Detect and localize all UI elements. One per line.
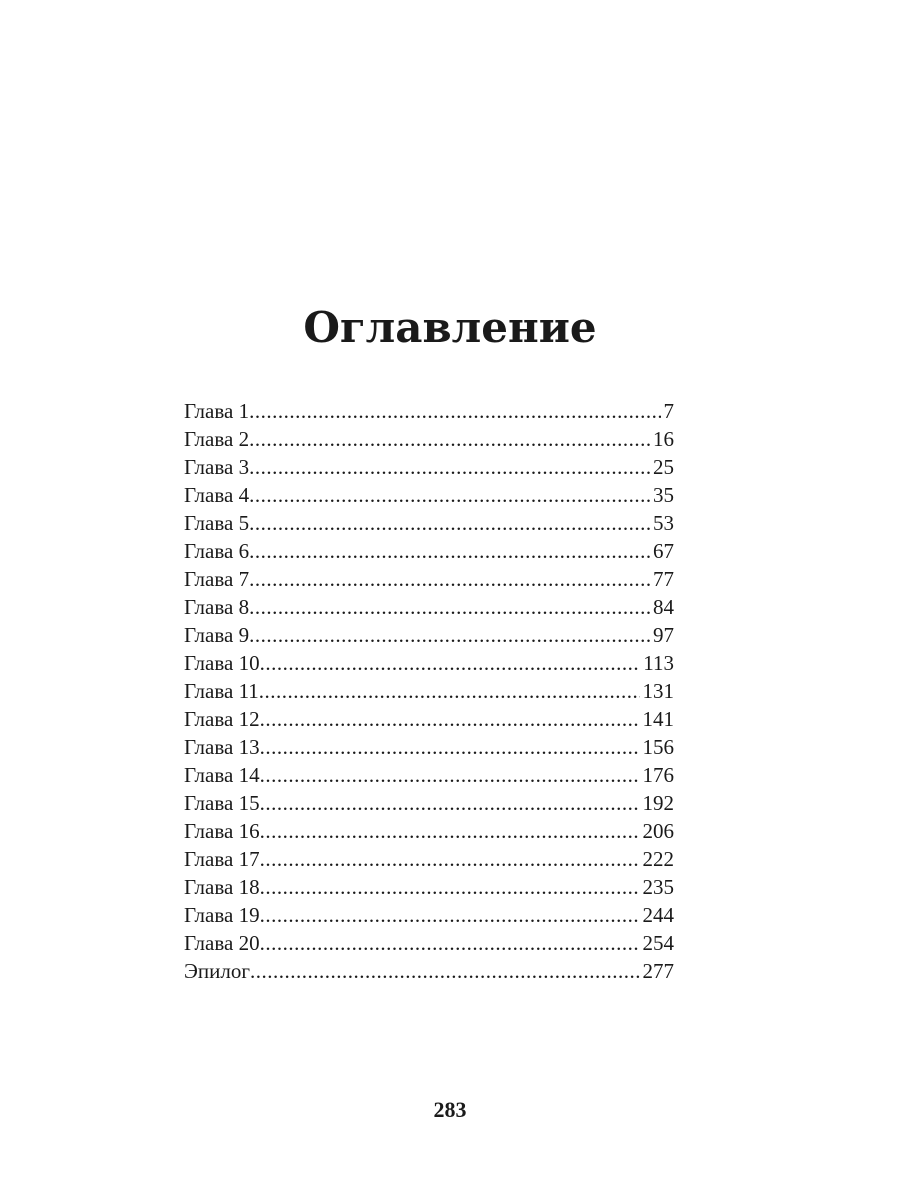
toc-dot-leader [260, 649, 641, 677]
toc-entry-label: Глава 10 [184, 651, 260, 675]
toc-entry-page: 67 [653, 539, 674, 563]
toc-entry [184, 621, 674, 649]
toc-entry-label: Глава 5 [184, 511, 250, 535]
toc-entry [184, 845, 674, 873]
toc-entry-page: 53 [653, 511, 674, 535]
toc-entry [184, 817, 674, 845]
toc-dot-leader [249, 453, 650, 481]
table-of-contents [184, 397, 674, 985]
toc-entry [184, 593, 674, 621]
toc-entry [184, 873, 674, 901]
toc-dot-leader [260, 929, 640, 957]
toc-entry-label: Глава 9 [184, 623, 250, 647]
toc-entry-page: 131 [642, 679, 674, 703]
toc-entry [184, 425, 674, 453]
toc-entry-label: Глава 8 [184, 595, 250, 619]
toc-entry-page: 113 [643, 651, 674, 675]
toc-entry [184, 509, 674, 537]
toc-entry-page: 77 [653, 567, 674, 591]
toc-entry [184, 537, 674, 565]
toc-dot-leader [260, 733, 640, 761]
toc-entry-page: 235 [642, 875, 674, 899]
toc-dot-leader [249, 621, 650, 649]
toc-entry-label: Глава 15 [184, 791, 260, 815]
toc-entry [184, 761, 674, 789]
toc-entry [184, 481, 674, 509]
toc-entry-page: 84 [653, 595, 674, 619]
toc-entry-label: Глава 3 [184, 455, 250, 479]
toc-entry-label: Глава 2 [184, 427, 250, 451]
toc-dot-leader [260, 705, 640, 733]
toc-dot-leader [260, 817, 640, 845]
toc-entry [184, 649, 674, 677]
toc-dot-leader [250, 957, 640, 985]
toc-entry [184, 789, 674, 817]
toc-dot-leader [260, 901, 640, 929]
toc-entry-label: Глава 18 [184, 875, 260, 899]
toc-entry [184, 705, 674, 733]
toc-entry-page: 25 [653, 455, 674, 479]
toc-entry-page: 141 [642, 707, 674, 731]
toc-dot-leader [259, 677, 640, 705]
toc-entry-label: Глава 1 [184, 399, 250, 423]
toc-dot-leader [249, 425, 650, 453]
toc-entry [184, 677, 674, 705]
toc-entry [184, 929, 674, 957]
toc-entry-page: 176 [642, 763, 674, 787]
toc-entry-page: 97 [653, 623, 674, 647]
toc-entry-label: Глава 6 [184, 539, 250, 563]
toc-dot-leader [249, 397, 660, 425]
toc-entry-label: Глава 11 [184, 679, 259, 703]
toc-dot-leader [249, 537, 650, 565]
toc-dot-leader [260, 789, 640, 817]
toc-entry-label: Глава 19 [184, 903, 260, 927]
toc-entry [184, 453, 674, 481]
toc-entry-label: Глава 12 [184, 707, 260, 731]
toc-dot-leader [260, 873, 640, 901]
toc-entry-label: Глава 13 [184, 735, 260, 759]
toc-entry-page: 35 [653, 483, 674, 507]
page-title: Оглавление [303, 303, 597, 352]
toc-entry-label: Глава 20 [184, 931, 260, 955]
toc-entry-label: Глава 17 [184, 847, 260, 871]
toc-entry-label: Глава 4 [184, 483, 250, 507]
toc-entry-label: Глава 14 [184, 763, 260, 787]
toc-dot-leader [249, 565, 650, 593]
toc-entry-page: 16 [653, 427, 674, 451]
toc-entry-page: 7 [663, 399, 674, 423]
toc-entry [184, 397, 674, 425]
toc-entry-page: 244 [642, 903, 674, 927]
toc-entry-page: 254 [642, 931, 674, 955]
toc-dot-leader [249, 593, 650, 621]
toc-entry-page: 277 [642, 959, 674, 983]
toc-dot-leader [260, 761, 640, 789]
toc-entry-label: Эпилог [184, 959, 250, 983]
toc-entry-page: 156 [642, 735, 674, 759]
toc-dot-leader [249, 481, 650, 509]
toc-entry-label: Глава 16 [184, 819, 260, 843]
toc-entry-page: 192 [642, 791, 674, 815]
toc-dot-leader [260, 845, 640, 873]
toc-entry-page: 206 [642, 819, 674, 843]
toc-entry-label: Глава 7 [184, 567, 250, 591]
toc-entry-page: 222 [642, 847, 674, 871]
toc-entry [184, 901, 674, 929]
toc-entry [184, 565, 674, 593]
toc-dot-leader [249, 509, 650, 537]
toc-entry [184, 733, 674, 761]
page-number: 283 [433, 1097, 467, 1122]
toc-entry-epilogue [184, 957, 674, 985]
